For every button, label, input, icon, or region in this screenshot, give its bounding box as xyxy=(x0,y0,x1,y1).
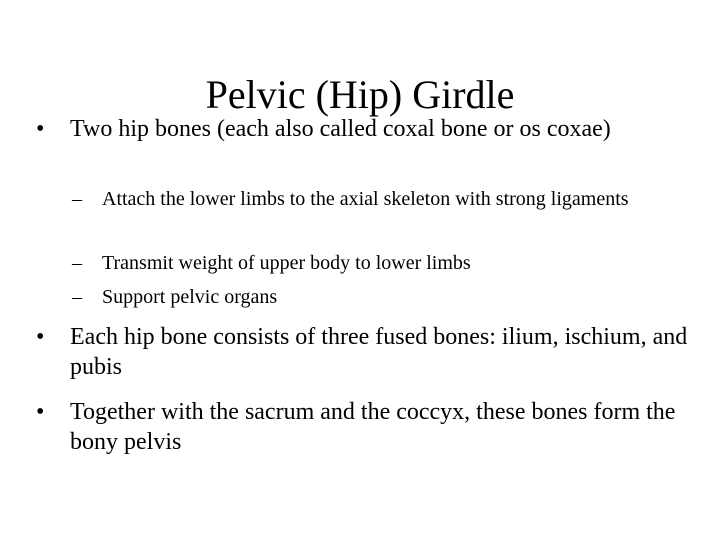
sub-bullet-text: Transmit weight of upper body to lower limbs xyxy=(102,252,471,274)
sub-bullet-text: Support pelvic organs xyxy=(102,286,278,308)
bullet-item xyxy=(36,322,696,382)
bullet-marker: • xyxy=(36,116,45,142)
sub-bullet-text: Attach the lower limbs to the axial skeleton with strong ligaments xyxy=(102,188,629,210)
bullet-item xyxy=(36,114,696,144)
slide-title: Pelvic (Hip) Girdle xyxy=(205,72,515,117)
sub-bullet-item xyxy=(72,186,672,212)
sub-bullet-marker: – xyxy=(72,286,82,308)
sub-bullet-item xyxy=(72,250,672,276)
sub-bullet-marker: – xyxy=(72,188,82,210)
bullet-text: Two hip bones (each also called coxal bone or os coxae) xyxy=(70,116,611,142)
sub-bullet-marker: – xyxy=(72,252,82,274)
bullet-marker: • xyxy=(36,324,45,350)
bullet-text: Together with the sacrum and the coccyx, these bones form the bony pelvis xyxy=(70,399,676,455)
bullet-marker: • xyxy=(36,399,45,425)
bullet-item xyxy=(36,397,696,457)
sub-bullet-item xyxy=(72,284,672,310)
bullet-text: Each hip bone consists of three fused bones: ilium, ischium, and pubis xyxy=(70,324,688,380)
